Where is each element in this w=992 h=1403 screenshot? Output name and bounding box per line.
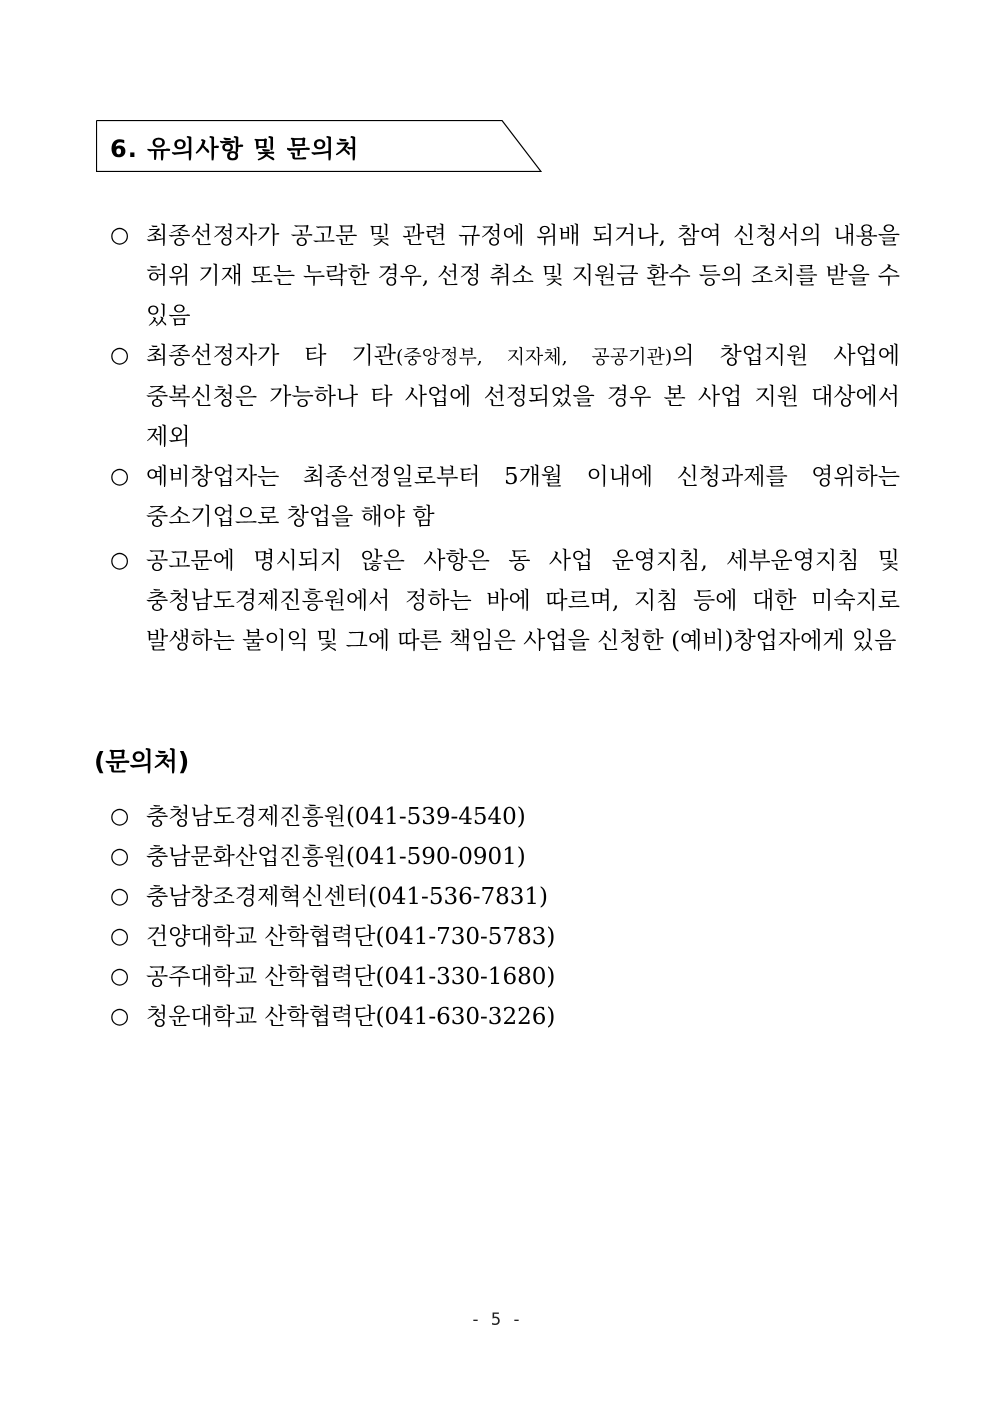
contact-item xyxy=(108,917,555,957)
contact-item xyxy=(108,877,555,917)
notice-item xyxy=(108,541,900,661)
notice-list xyxy=(108,216,900,661)
notice-item xyxy=(108,336,900,457)
notice-text-small: (중앙정부, 지자체, 공공기관) xyxy=(395,346,673,368)
notice-item xyxy=(108,457,900,537)
bullet-icon: ○ xyxy=(110,924,130,949)
notice-text: 최종선정자가 타 기관 xyxy=(146,343,396,369)
bullet-icon: ○ xyxy=(110,464,130,489)
bullet-icon: ○ xyxy=(110,804,130,829)
contact-text: 청운대학교 산학협력단(041-630-3226) xyxy=(146,1004,556,1030)
bullet-icon: ○ xyxy=(110,548,130,573)
notice-text: 의 창업지원 사업에 중복신청은 가능하나 타 사업에 선정되었을 경우 본 사업 지원 대상에서 제외 xyxy=(146,343,900,450)
page-number: - 5 - xyxy=(470,1310,522,1330)
bullet-icon: ○ xyxy=(110,223,130,248)
notice-text: 예비창업자는 최종선정일로부터 5개월 이내에 신청과제를 영위하는 중소기업으로 창업을 해야 함 xyxy=(146,464,900,530)
contact-item xyxy=(108,997,555,1037)
contact-list xyxy=(108,797,555,1037)
bullet-icon: ○ xyxy=(110,884,130,909)
contact-heading: (문의처) xyxy=(94,747,190,776)
section-header xyxy=(96,120,542,172)
contact-text: 충남문화산업진흥원(041-590-0901) xyxy=(146,844,526,870)
notice-text: 최종선정자가 공고문 및 관련 규정에 위배 되거나, 참여 신청서의 내용을 허위 기재 또는 누락한 경우, 선정 취소 및 지원금 환수 등의 조치를 받을 수 있음 xyxy=(146,223,900,329)
contact-item xyxy=(108,957,555,997)
contact-text: 충청남도경제진흥원(041-539-4540) xyxy=(146,804,526,830)
notice-text: 공고문에 명시되지 않은 사항은 동 사업 운영지침, 세부운영지침 및 충청남도경제진흥원에서 정하는 바에 따르며, 지침 등에 대한 미숙지로 발생하는 불이익 및 그에 따른 책임은 사업을 신청한 (예비)창업자에게 있음 xyxy=(146,548,900,654)
bullet-icon: ○ xyxy=(110,844,130,869)
bullet-icon: ○ xyxy=(110,343,130,368)
contact-item xyxy=(108,837,555,877)
contact-text: 공주대학교 산학협력단(041-330-1680) xyxy=(146,964,556,990)
bullet-icon: ○ xyxy=(110,1004,130,1029)
section-title: 6. 유의사항 및 문의처 xyxy=(110,135,360,163)
contact-text: 건양대학교 산학협력단(041-730-5783) xyxy=(146,924,556,950)
bullet-icon: ○ xyxy=(110,964,130,989)
notice-item xyxy=(108,216,900,336)
contact-text: 충남창조경제혁신센터(041-536-7831) xyxy=(146,884,549,910)
contact-item xyxy=(108,797,555,837)
